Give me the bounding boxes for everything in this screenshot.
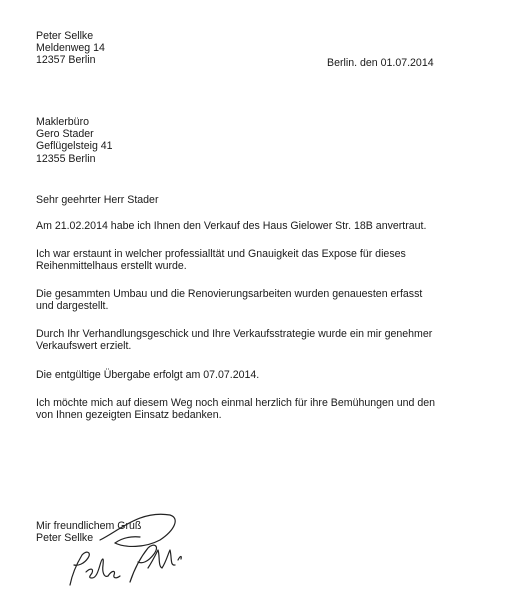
body-paragraph-3	[36, 288, 486, 312]
sender-name: Peter Sellke	[36, 30, 94, 42]
sender-city: 12357 Berlin	[36, 54, 96, 67]
handwritten-signature	[30, 510, 200, 595]
closing-greeting: Mir freundlichem Gruß	[36, 520, 142, 532]
paragraph-line: Am 21.02.2014 habe ich Ihnen den Verkauf des Haus Gielower Str. 18B anvertraut.	[36, 220, 427, 232]
paragraph-line: und dargestellt.	[36, 300, 109, 313]
paragraph-line: Ich war erstaunt in welcher professialltät und Gnauigkeit das Expose für dieses	[36, 248, 406, 260]
recipient-city: 12355 Berlin	[36, 152, 96, 165]
body-paragraph-2	[36, 248, 486, 272]
sender-street: Meldenweg 14	[36, 42, 105, 55]
sender-address	[36, 30, 105, 67]
paragraph-line: Ich möchte mich auf diesem Weg noch einmal herzlich für ihre Bemühungen und den	[36, 397, 436, 409]
paragraph-line: Verkaufswert erzielt.	[36, 340, 132, 353]
paragraph-line: Die gesammten Umbau und die Renovierungsarbeiten wurden genauesten erfasst	[36, 288, 423, 300]
recipient-address	[36, 116, 113, 165]
paragraph-line: von Ihnen gezeigten Einsatz bedanken.	[36, 409, 222, 422]
body-paragraph-6	[36, 397, 486, 421]
recipient-street: Geflügelsteig 41	[36, 140, 113, 153]
salutation: Sehr geehrter Herr Stader	[36, 194, 159, 206]
recipient-company: Maklerbüro	[36, 116, 89, 128]
paragraph-line: Durch Ihr Verhandlungsgeschick und Ihre Verkaufsstrategie wurde ein mir genehmer	[36, 328, 433, 340]
closing-name: Peter Sellke	[36, 532, 94, 545]
paragraph-line: Die entgültige Übergabe erfolgt am 07.07.2014.	[36, 369, 260, 381]
recipient-name: Gero Stader	[36, 128, 94, 141]
body-paragraph-1	[36, 220, 486, 232]
body-paragraph-5	[36, 369, 486, 381]
body-paragraph-4	[36, 328, 486, 352]
letter-date: Berlin. den 01.07.2014	[327, 57, 434, 69]
paragraph-line: Reihenmittelhaus erstellt wurde.	[36, 260, 187, 273]
